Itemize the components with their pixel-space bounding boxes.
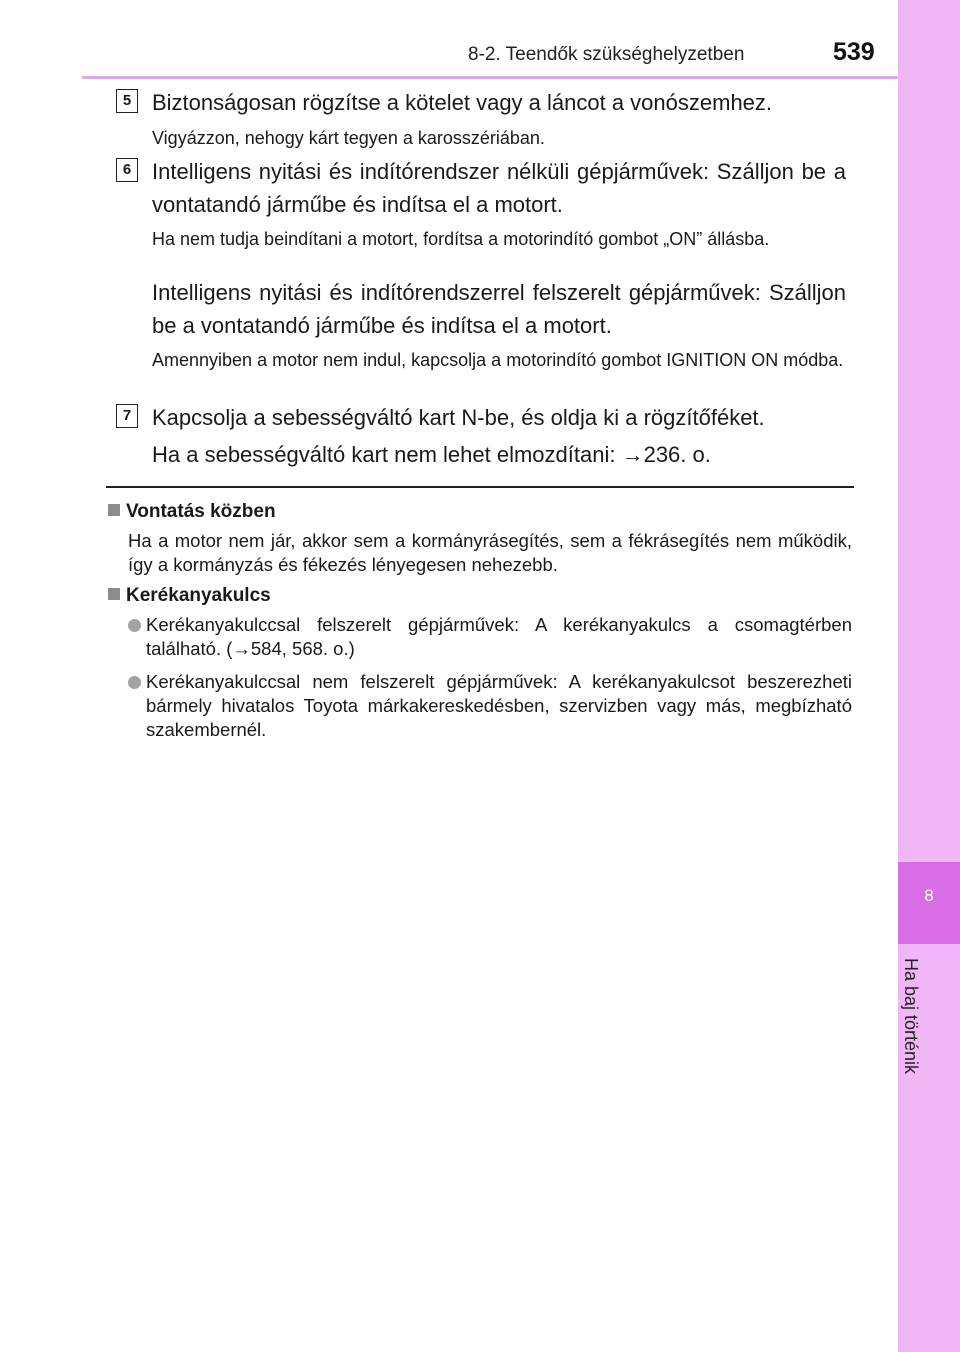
chapter-side-tab [898,0,960,1352]
section-divider [106,486,854,488]
square-bullet-icon [108,504,120,516]
round-bullet-icon [128,619,141,632]
step-note: Ha nem tudja beindítani a motort, fordítsa a motorindító gombot „ON” állásba. [152,229,770,249]
header-divider [82,76,898,79]
section-heading [108,500,276,524]
chapter-number: 8 [924,886,934,905]
step-note: Amennyiben a motor nem indul, kapcsolja a motorindító gombot IGNITION ON módba. [152,350,844,370]
page-number: 539 [833,38,875,66]
chapter-title: Ha baj történik [901,958,921,1075]
list-item: Kerékanyakulccsal felszerelt gépjárművek: A kerékanyakulcs a csomagtérben található. (→584, 568. o.) [146,614,852,659]
step-number-box: 7 [116,404,138,428]
round-bullet-icon [128,676,141,689]
step-number-box: 5 [116,89,138,113]
list-item: Kerékanyakulccsal nem felszerelt gépjárművek: A kerékanyakulcsot beszerezheti bármely hivatalos Toyota márkakereskedésben, szervizben vagy más, megbízható szakembernél. [146,671,852,740]
section-heading [108,584,271,608]
step-instruction: Biztonságosan rögzítse a kötelet vagy a láncot a vonószemhez. [152,90,773,115]
step-number-box: 6 [116,158,138,182]
step-note: Vigyázzon, nehogy kárt tegyen a karosszériában. [152,128,545,148]
square-bullet-icon [108,588,120,600]
step-instruction: Intelligens nyitási és indítórendszer nélküli gépjárművek: Szálljon be a vontatandó járműbe és indítsa el a motort. [152,159,846,217]
section-body: Ha a motor nem jár, akkor sem a kormányrásegítés, sem a fékrásegítés nem működik, így a kormányzás és fékezés lényegesen nehezebb. [128,530,852,575]
section-heading-text: Kerékanyakulcs [126,585,271,606]
step-note: Ha a sebességváltó kart nem lehet elmozdítani: →236. o. [152,442,711,467]
header-section-title: 8-2. Teendők szükséghelyzetben [468,44,745,65]
step-instruction: Kapcsolja a sebességváltó kart N-be, és oldja ki a rögzítőféket. [152,405,765,430]
step-instruction: Intelligens nyitási és indítórendszerrel felszerelt gépjárművek: Szálljon be a vontatandó járműbe és indítsa el a motort. [152,280,846,338]
section-heading-text: Vontatás közben [126,501,276,522]
